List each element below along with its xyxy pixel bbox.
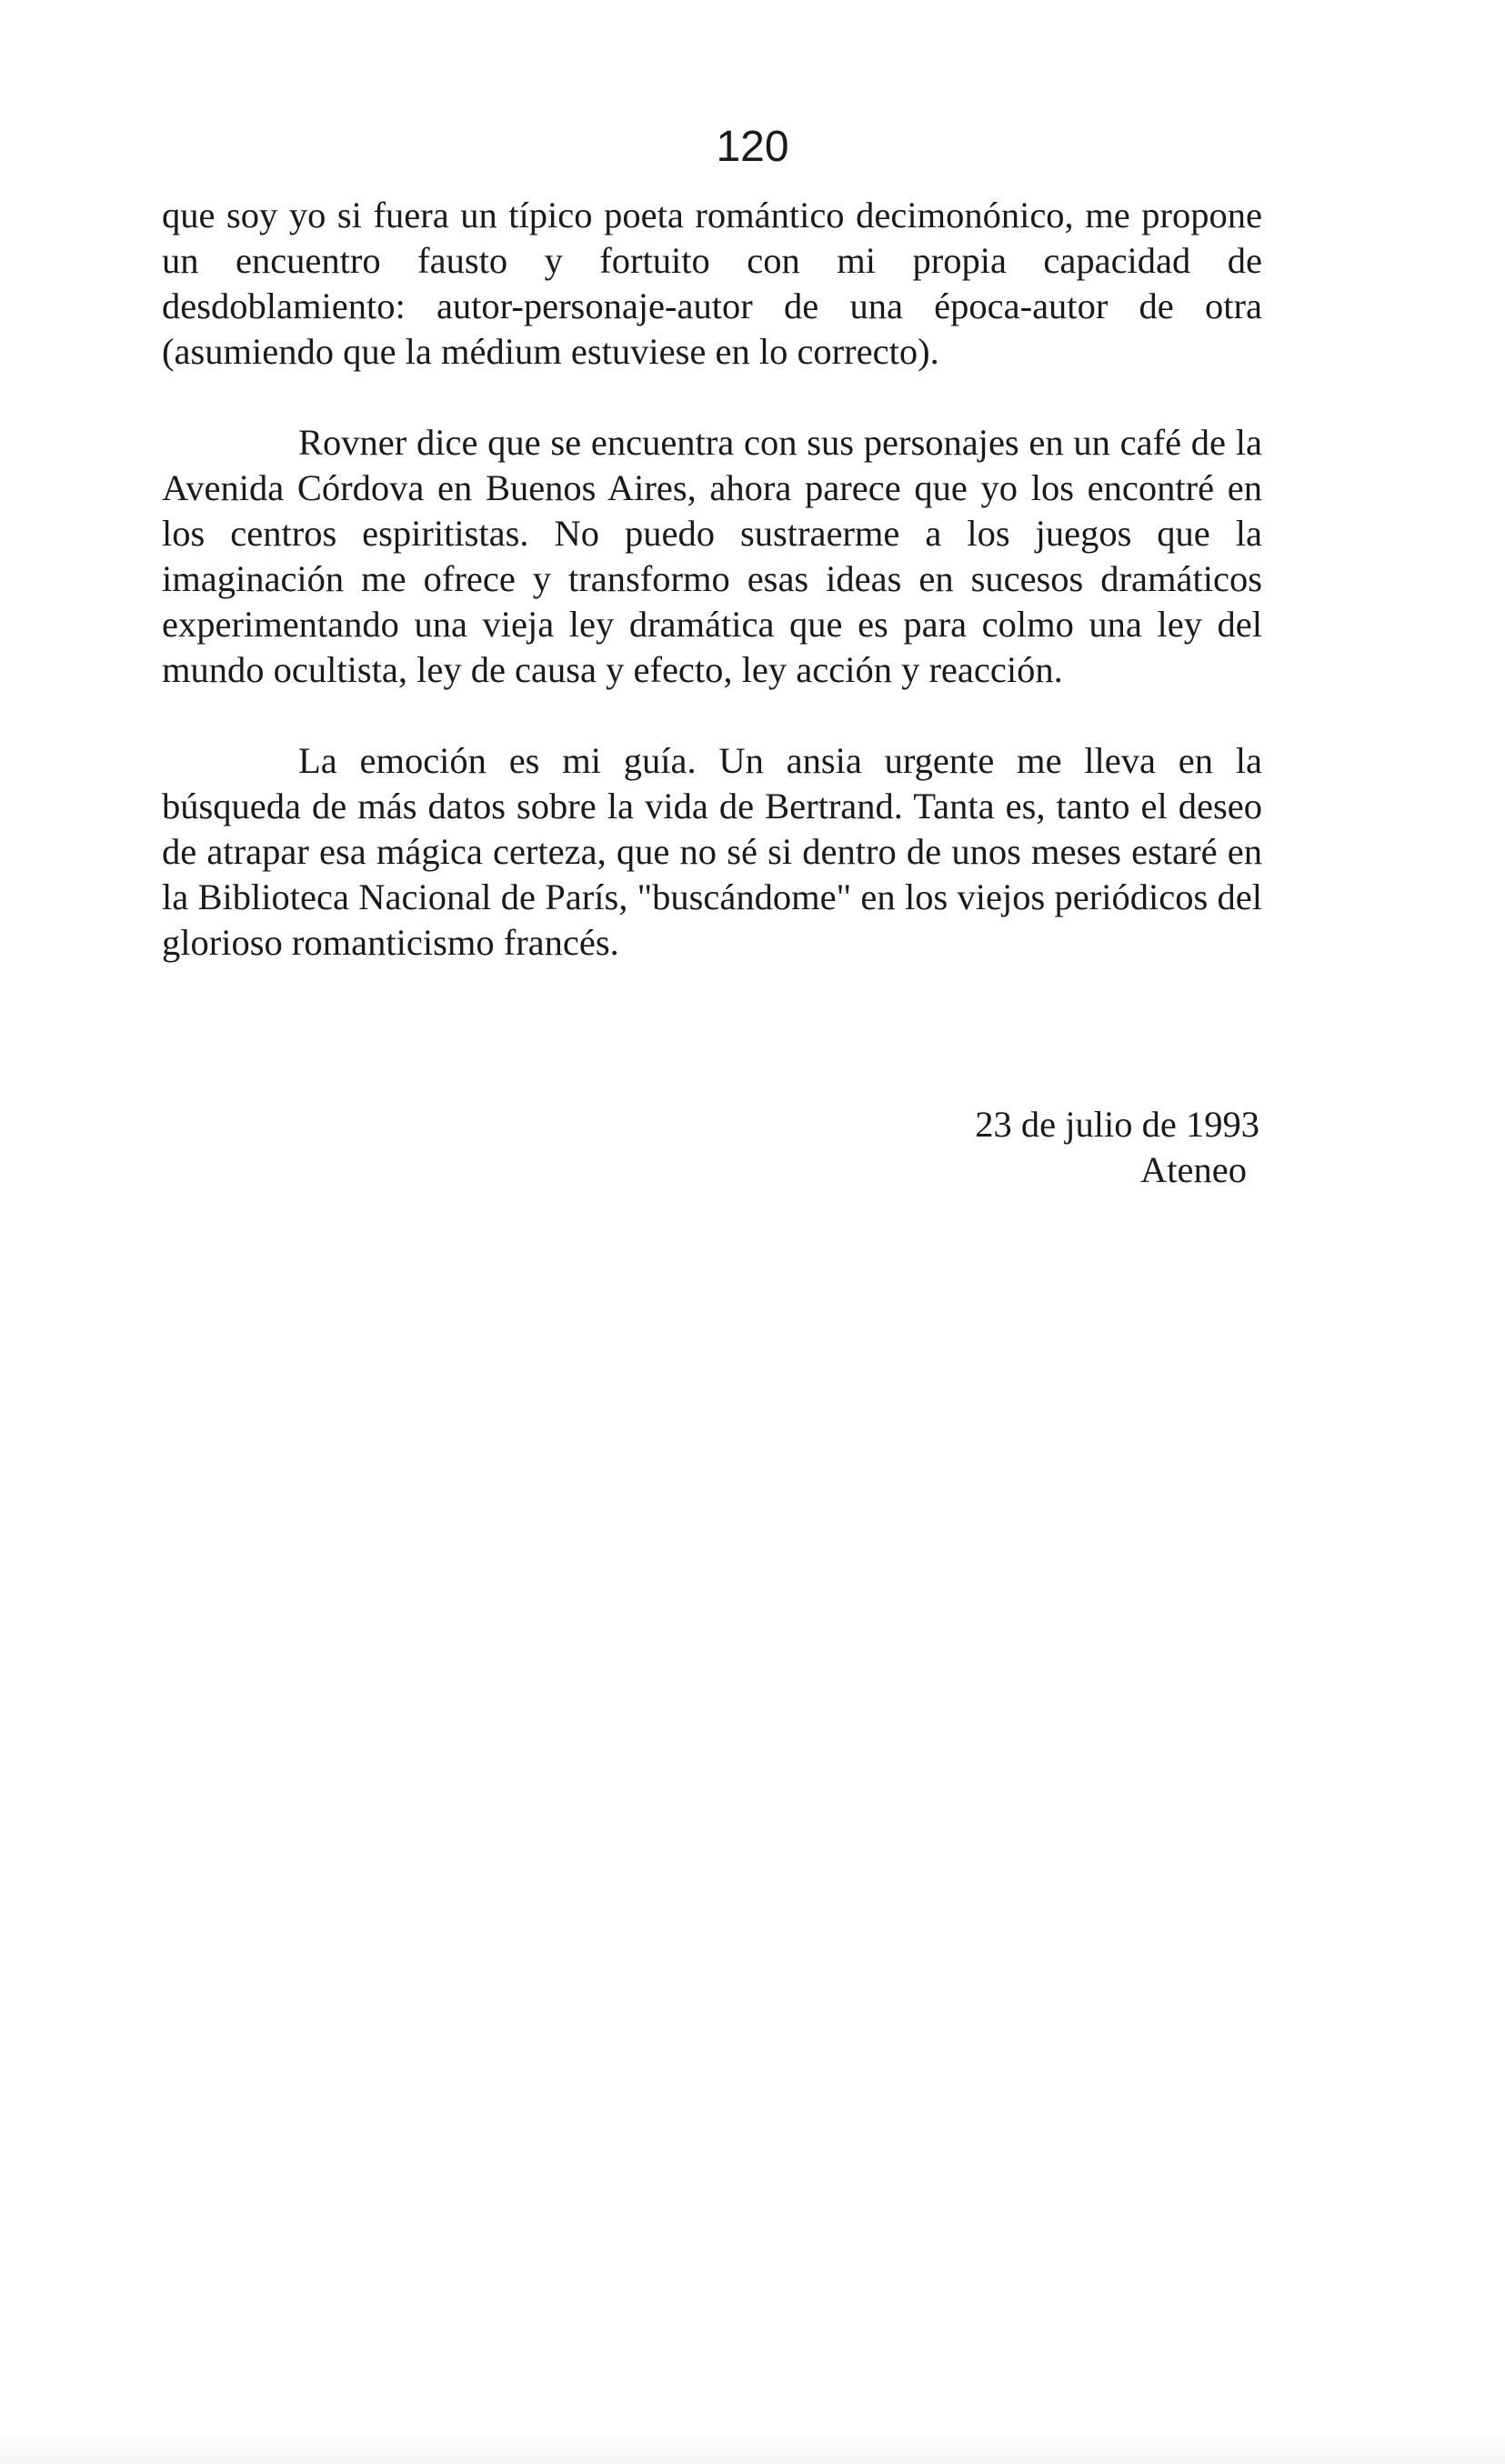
body-text <box>162 193 1262 1011</box>
signature-block <box>975 1102 1259 1193</box>
signature-date: 23 de julio de 1993 <box>975 1104 1259 1145</box>
page-number: 120 <box>716 123 789 171</box>
paragraph-3: La emoción es mi guía. Un ansia urgente me lleva en la búsqueda de más datos sobre la vida de Bertrand. Tanta es, tanto el deseo de atrapar esa mágica certeza, que no sé si dentro de unos meses estaré en la Biblioteca Nacional de París, "buscándome" en los viejos periódicos del glorioso romanticismo francés. <box>162 740 1262 963</box>
paragraph-2: Rovner dice que se encuentra con sus personajes en un café de la Avenida Córdova en Buenos Aires, ahora parece que yo los encontré en los centros espiritistas. No puedo sustraerme a los juegos que la imaginación me ofrece y transformo esas ideas en sucesos dramáticos experimentando una vieja ley dramática que es para colmo una ley del mundo ocultista, ley de causa y efecto, ley acción y reacción. <box>162 422 1262 690</box>
page-bottom-edge <box>0 2433 1505 2464</box>
paragraph-1: que soy yo si fuera un típico poeta romántico decimonónico, me propone un encuentro fausto y fortuito con mi propia capacidad de desdoblamiento: autor-personaje-autor de una época-autor de otra (asumiendo que la médium estuviese en lo correcto). <box>162 195 1262 372</box>
signature-place: Ateneo <box>1140 1149 1247 1190</box>
